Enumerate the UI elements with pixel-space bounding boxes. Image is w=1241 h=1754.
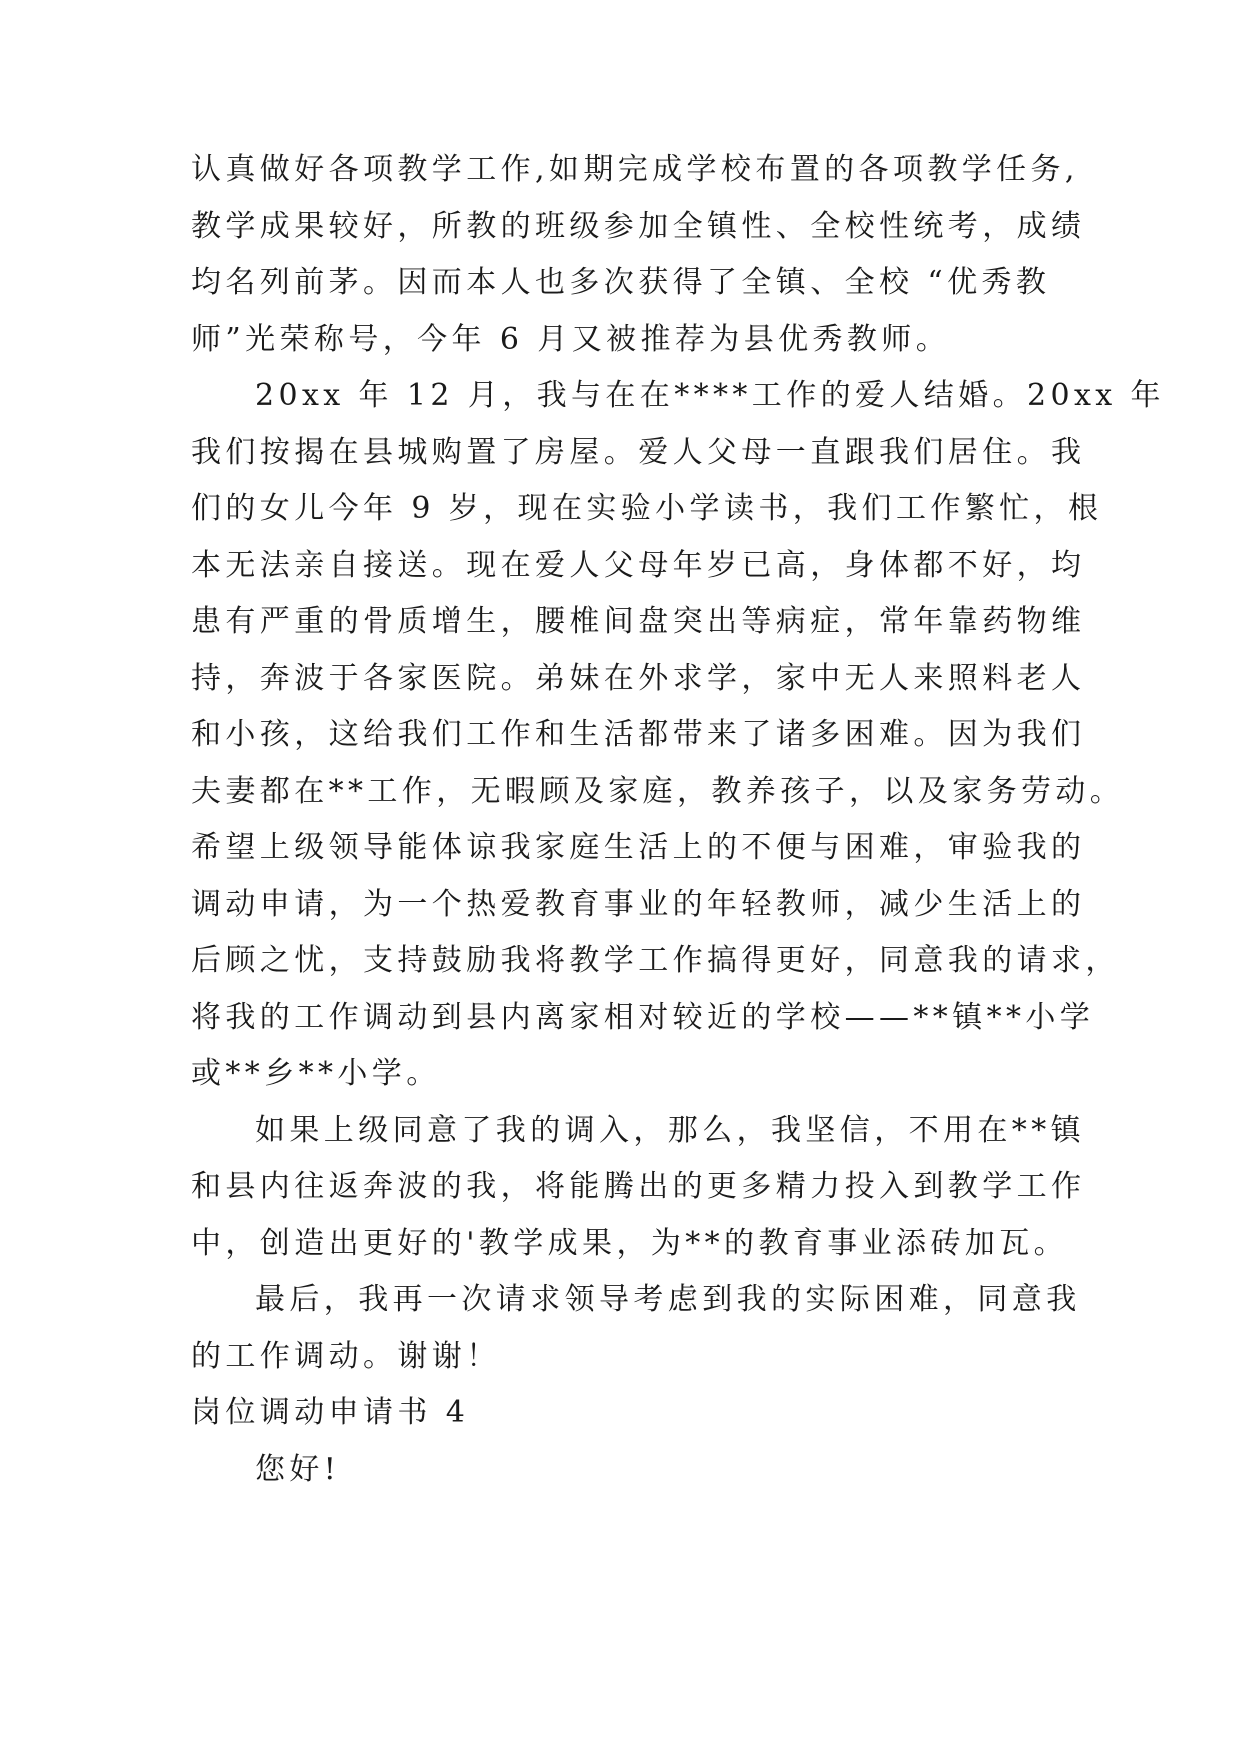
paragraph-line: 希望上级领导能体谅我家庭生活上的不便与困难，审验我的 <box>191 830 1086 865</box>
paragraph-line: 最后，我再一次请求领导考虑到我的实际困难，同意我 <box>255 1282 1081 1317</box>
paragraph-line: 夫妻都在**工作，无暇顾及家庭，教养孩子，以及家务劳动。 <box>191 774 1125 809</box>
paragraph-line: 教学成果较好，所教的班级参加全镇性、全校性统考，成绩 <box>191 209 1086 244</box>
paragraph-line: 和县内往返奔波的我，将能腾出的更多精力投入到教学工作 <box>191 1169 1086 1204</box>
paragraph-line: 或**乡**小学。 <box>191 1056 441 1091</box>
paragraph-line: 认真做好各项教学工作,如期完成学校布置的各项教学任务, <box>191 152 1079 187</box>
paragraph-line: 患有严重的骨质增生，腰椎间盘突出等病症，常年靠药物维 <box>191 604 1086 639</box>
paragraph-line: 师”光荣称号，今年 6 月又被推荐为县优秀教师。 <box>191 322 951 357</box>
paragraph-line: 本无法亲自接送。现在爱人父母年岁已高，身体都不好，均 <box>191 548 1086 583</box>
salutation: 您好! <box>255 1452 341 1487</box>
paragraph-line: 将我的工作调动到县内离家相对较近的学校——**镇**小学 <box>191 1000 1095 1035</box>
paragraph-line: 20xx 年 12 月，我与在在****工作的爱人结婚。20xx 年 <box>255 378 1165 413</box>
paragraph-line: 和小孩，这给我们工作和生活都带来了诸多困难。因为我们 <box>191 717 1086 752</box>
paragraph-line: 后顾之忧，支持鼓励我将教学工作搞得更好，同意我的请求， <box>191 943 1120 978</box>
paragraph-line: 我们按揭在县城购置了房屋。爱人父母一直跟我们居住。我 <box>191 435 1086 470</box>
paragraph-line: 持，奔波于各家医院。弟妹在外求学，家中无人来照料老人 <box>191 661 1086 696</box>
paragraph-line: 如果上级同意了我的调入，那么，我坚信，不用在**镇 <box>255 1113 1085 1148</box>
paragraph-line: 均名列前茅。因而本人也多次获得了全镇、全校 “优秀教 <box>191 265 1051 300</box>
paragraph-line: 们的女儿今年 9 岁，现在实验小学读书，我们工作繁忙，根 <box>191 491 1103 526</box>
paragraph-line: 调动申请，为一个热爱教育事业的年轻教师，减少生活上的 <box>191 887 1086 922</box>
paragraph-line: 的工作调动。谢谢！ <box>191 1339 501 1374</box>
paragraph-line: 中，创造出更好的'教学成果，为**的教育事业添砖加瓦。 <box>191 1226 1069 1261</box>
section-heading: 岗位调动申请书 4 <box>191 1395 470 1430</box>
